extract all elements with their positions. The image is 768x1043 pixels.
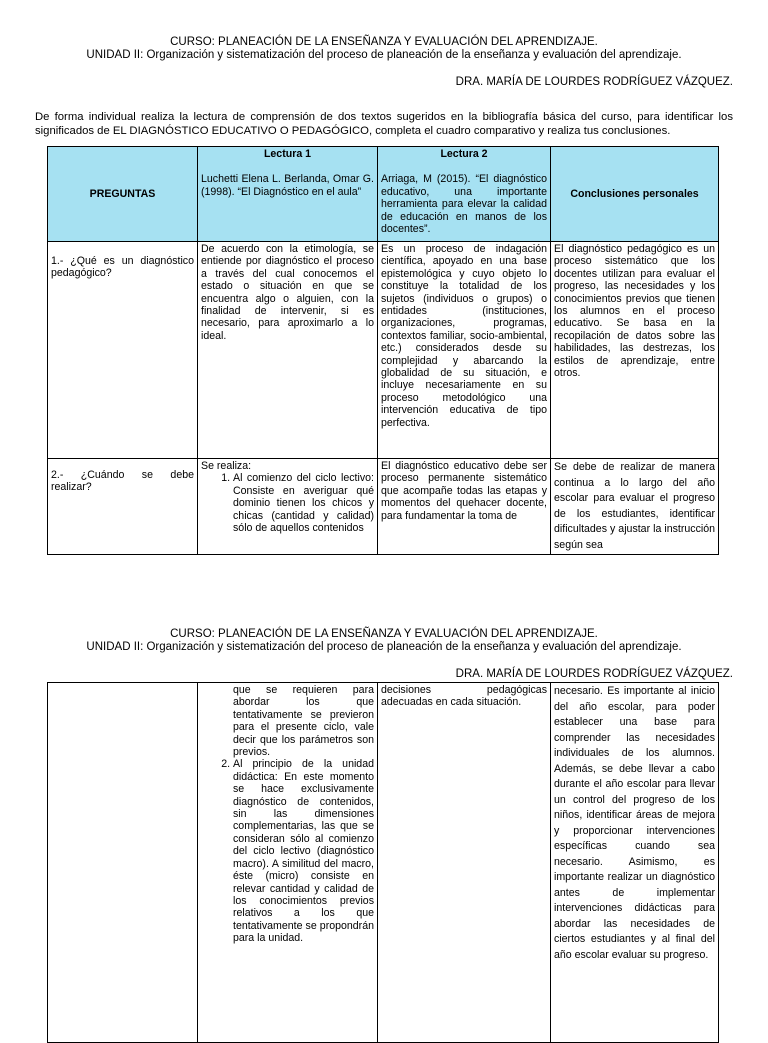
unit-title: UNIDAD II: Organización y sistematización del proceso de planeación de la enseñanza y evaluación del aprendizaje. — [86, 49, 682, 61]
reading-1-list — [201, 758, 374, 944]
header-reading-1 — [198, 147, 378, 242]
question-cell — [48, 683, 198, 1043]
course-title: CURSO: PLANEACIÓN DE LA ENSEÑANZA Y EVALUACIÓN DEL APRENDIZAJE. — [170, 36, 598, 48]
reading-2-cell: Es un proceso de indagación científica, apoyado en una base epistemológica y cuyo objeto lo constituye la totalidad de los sujetos (individuos o grupos) o entidades (instituciones, organizaciones, programas, contextos familiar, socio-ambiental, etc.) considerados desde su complejidad y abarcando la globalidad de su situación, e incluye necesariamente en su proceso metodológico una intervención educativa de tipo perfectiva. — [378, 242, 551, 459]
conclusion-cell: necesario. Es importante al inicio del año escolar, para poder establecer una base para comprender las necesidades individuales de los alumnos. Además, se debe llevar a cabo durante el año escolar para llevar un control del progreso de los niños, identificar áreas de mejora y proporcionar intervenciones específicas cuando sea necesario. Asimismo, es importante realizar un diagnóstico antes de implementar intervenciones didácticas para abordar las necesidades de ciertos estudiantes y al final del año escolar evaluar su progreso. — [551, 683, 719, 1043]
document-page-2 — [0, 560, 768, 1024]
table-header-row — [48, 147, 719, 242]
reading-2-cell: El diagnóstico educativo debe ser proceso permanente sistemático que acompañe todas las etapas y momentos del quehacer docente, para fundamentar la toma de — [378, 459, 551, 555]
header-questions: PREGUNTAS — [48, 147, 198, 242]
reading-2-title: Lectura 2 — [440, 148, 488, 160]
reading-2-cell: decisiones pedagógicas adecuadas en cada situación. — [378, 683, 551, 1043]
comparison-table-continued — [47, 682, 719, 1043]
question-cell: 1.- ¿Qué es un diagnóstico pedagógico? — [48, 242, 198, 459]
author-name: DRA. MARÍA DE LOURDES RODRÍGUEZ VÁZQUEZ. — [455, 76, 733, 88]
reading-1-intro: Se realiza: — [201, 460, 252, 472]
list-item: 2. Al principio de la unidad didáctica: En este momento se hace exclusivamente diagnóstico de contenidos, sin las dimensiones complementarias, las que se consideran sólo al comienzo del ciclo lectivo (diagnóstico macro). A similitud del macro, éste (micro) consiste en relevar cantidad y calidad de los conocimientos previos relativos a los que tentativamente se propondrán para la unidad. — [233, 758, 374, 944]
author-name: DRA. MARÍA DE LOURDES RODRÍGUEZ VÁZQUEZ. — [455, 668, 733, 680]
conclusion-cell: Se debe de realizar de manera continua a lo largo del año escolar para evaluar el progreso de los estudiantes, identificar dificultades y ajustar la instrucción según sea — [551, 459, 719, 555]
table-row — [48, 683, 719, 1043]
reading-1-list — [201, 472, 374, 534]
instructions-paragraph: De forma individual realiza la lectura de comprensión de dos textos sugeridos en la bibliografía básica del curso, para identificar los significados de EL DIAGNÓSTICO EDUCATIVO O PEDAGÓGICO, completa el cuadro comparativo y realiza tus conclusiones. — [35, 111, 733, 137]
reading-1-reference: Luchetti Elena L. Berlanda, Omar G. (1998). “El Diagnóstico en el aula” — [201, 173, 374, 198]
table-row — [48, 459, 719, 555]
course-title: CURSO: PLANEACIÓN DE LA ENSEÑANZA Y EVALUACIÓN DEL APRENDIZAJE. — [170, 628, 598, 640]
reading-1-cell: De acuerdo con la etimología, se entiende por diagnóstico el proceso a través del cual conocemos el estado o situación en que se encuentra algo o alguien, con la finalidad de intervenir, si es necesario, para aproximarlo a lo ideal. — [198, 242, 378, 459]
header-conclusions: Conclusiones personales — [551, 147, 719, 242]
list-item: 1. Al comienzo del ciclo lectivo: Consiste en averiguar qué dominio tienen los chicos y chicas (cantidad y calidad) sólo de aquellos contenidos — [233, 472, 374, 534]
comparison-table — [47, 146, 719, 555]
table-row — [48, 242, 719, 459]
reading-1-list — [201, 684, 374, 758]
reading-1-cell — [198, 459, 378, 555]
list-item-continued: que se requieren para abordar los que tentativamente se previeron para el presente ciclo, vale decir que los parámetros son previos. — [233, 684, 374, 759]
question-cell: 2.- ¿Cuándo se debe realizar? — [48, 459, 198, 555]
reading-2-reference: Arriaga, M (2015). “El diagnóstico educativo, una importante herramienta para elevar la calidad de educación en manos de los docentes”. — [381, 173, 547, 236]
conclusion-cell: El diagnóstico pedagógico es un proceso sistemático que los docentes utilizan para evaluar el progreso, las necesidades y los conocimientos previos que tienen los alumnos en el proceso educativo. Se basa en la recopilación de datos sobre las habilidades, las destrezas, los estilos de aprendizaje, entre otros. — [551, 242, 719, 459]
reading-1-cell — [198, 683, 378, 1043]
header-reading-2 — [378, 147, 551, 242]
reading-1-title: Lectura 1 — [263, 148, 312, 160]
unit-title: UNIDAD II: Organización y sistematización del proceso de planeación de la enseñanza y evaluación del aprendizaje. — [86, 641, 682, 653]
